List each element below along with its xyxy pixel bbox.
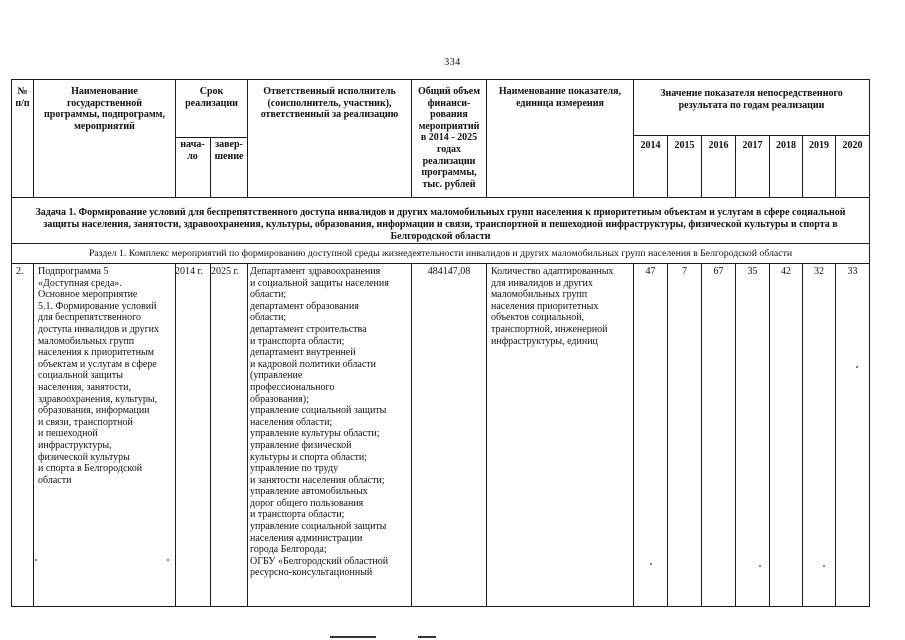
header-num: № п/п (15, 86, 30, 109)
year-2020: 2020 (842, 140, 863, 151)
value-2018: 42 (781, 266, 791, 277)
page-number: 334 (444, 57, 461, 68)
value-2020: 33 (847, 266, 858, 277)
row-responsible: Департамент здравоохранения и социальной защиты населения области; департамент образования области; департамент строительства и транспорта области; департамент внутренней и кадровой политики области (управление профессионального образования); управление социальной защиты населения области; управление культуры области; управление физической культуры и спорта области; управление по труду и занятости населения области; управление автомобильных дорог общего пользования и транспорта области; управление социальной защиты населения администрации города Белгорода; ОГБУ «Белгородский областной ресурсно-консультационный (250, 266, 389, 579)
program-table (11, 79, 870, 607)
scan-artifact (330, 636, 376, 638)
row-term-start: 2014 г. (175, 266, 203, 277)
value-2015: 7 (682, 266, 687, 277)
header-term: Срок реализации (185, 86, 238, 109)
header-volume: Общий объем финанси- рования мероприятий в 2014 - 2025 годах реализации программы, тыс. рублей (417, 86, 481, 190)
row-term-end: 2025 г. (211, 266, 239, 277)
header-term-end: завер- шение (214, 139, 244, 162)
year-2014: 2014 (640, 140, 661, 151)
year-2015: 2015 (674, 140, 695, 151)
scan-artifact (418, 636, 436, 638)
scan-speck (167, 559, 169, 561)
header-values: Значение показателя непосредственного результата по годам реализации (660, 88, 843, 111)
scan-speck (823, 565, 825, 567)
row-volume: 484147,08 (427, 266, 471, 277)
value-2014: 47 (645, 266, 656, 277)
value-2016: 67 (713, 266, 724, 277)
value-2017: 35 (747, 266, 758, 277)
year-2016: 2016 (708, 140, 729, 151)
scan-speck (35, 559, 37, 561)
scan-speck (650, 563, 652, 565)
value-2019: 32 (814, 266, 824, 277)
scan-speck (856, 366, 858, 368)
section-title: Раздел 1. Комплекс мероприятий по формированию доступной среды жизнедеятельности инвалидов и других маломобильных групп населения в Белгородской области (88, 248, 793, 259)
row-number: 2. (16, 266, 24, 277)
header-name: Наименование государственной программы, подпрограмм, мероприятий (44, 86, 165, 132)
row-indicator: Количество адаптированных для инвалидов и других маломобильных групп населения приоритетных объектов социальной, транспортной, инженерной инфраструктуры, единиц (491, 266, 614, 347)
task-title: Задача 1. Формирование условий для беспрепятственного доступа инвалидов и других маломобильных групп населения к приоритетным объектам и услугам в сфере социальной защиты населения, занятости, здравоохранения, культуры, образования, информации и связи, транспортной и пешеходной инфраструктуры, физической культуры и спорта в Белгородской области (35, 207, 846, 242)
year-2019: 2019 (809, 140, 829, 151)
year-2018: 2018 (776, 140, 796, 151)
header-indicator: Наименование показателя, единица измерения (498, 86, 622, 109)
scan-speck (759, 565, 761, 567)
header-responsible: Ответственный исполнитель (соисполнитель, участник), ответственный за реализацию (260, 86, 399, 121)
year-2017: 2017 (742, 140, 763, 151)
header-term-start: нача- ло (180, 139, 205, 162)
row-activity-name: Подпрограмма 5 «Доступная среда». Основное мероприятие 5.1. Формирование условий для беспрепятственного доступа инвалидов и других маломобильных групп населения к приоритетным объектам и услугам в сфере социальной защиты населения, занятости, здравоохранения, культуры, образования, информации и связи, транспортной и пешеходной инфраструктуры, физической культуры и спорта в Белгородской области (38, 266, 160, 486)
